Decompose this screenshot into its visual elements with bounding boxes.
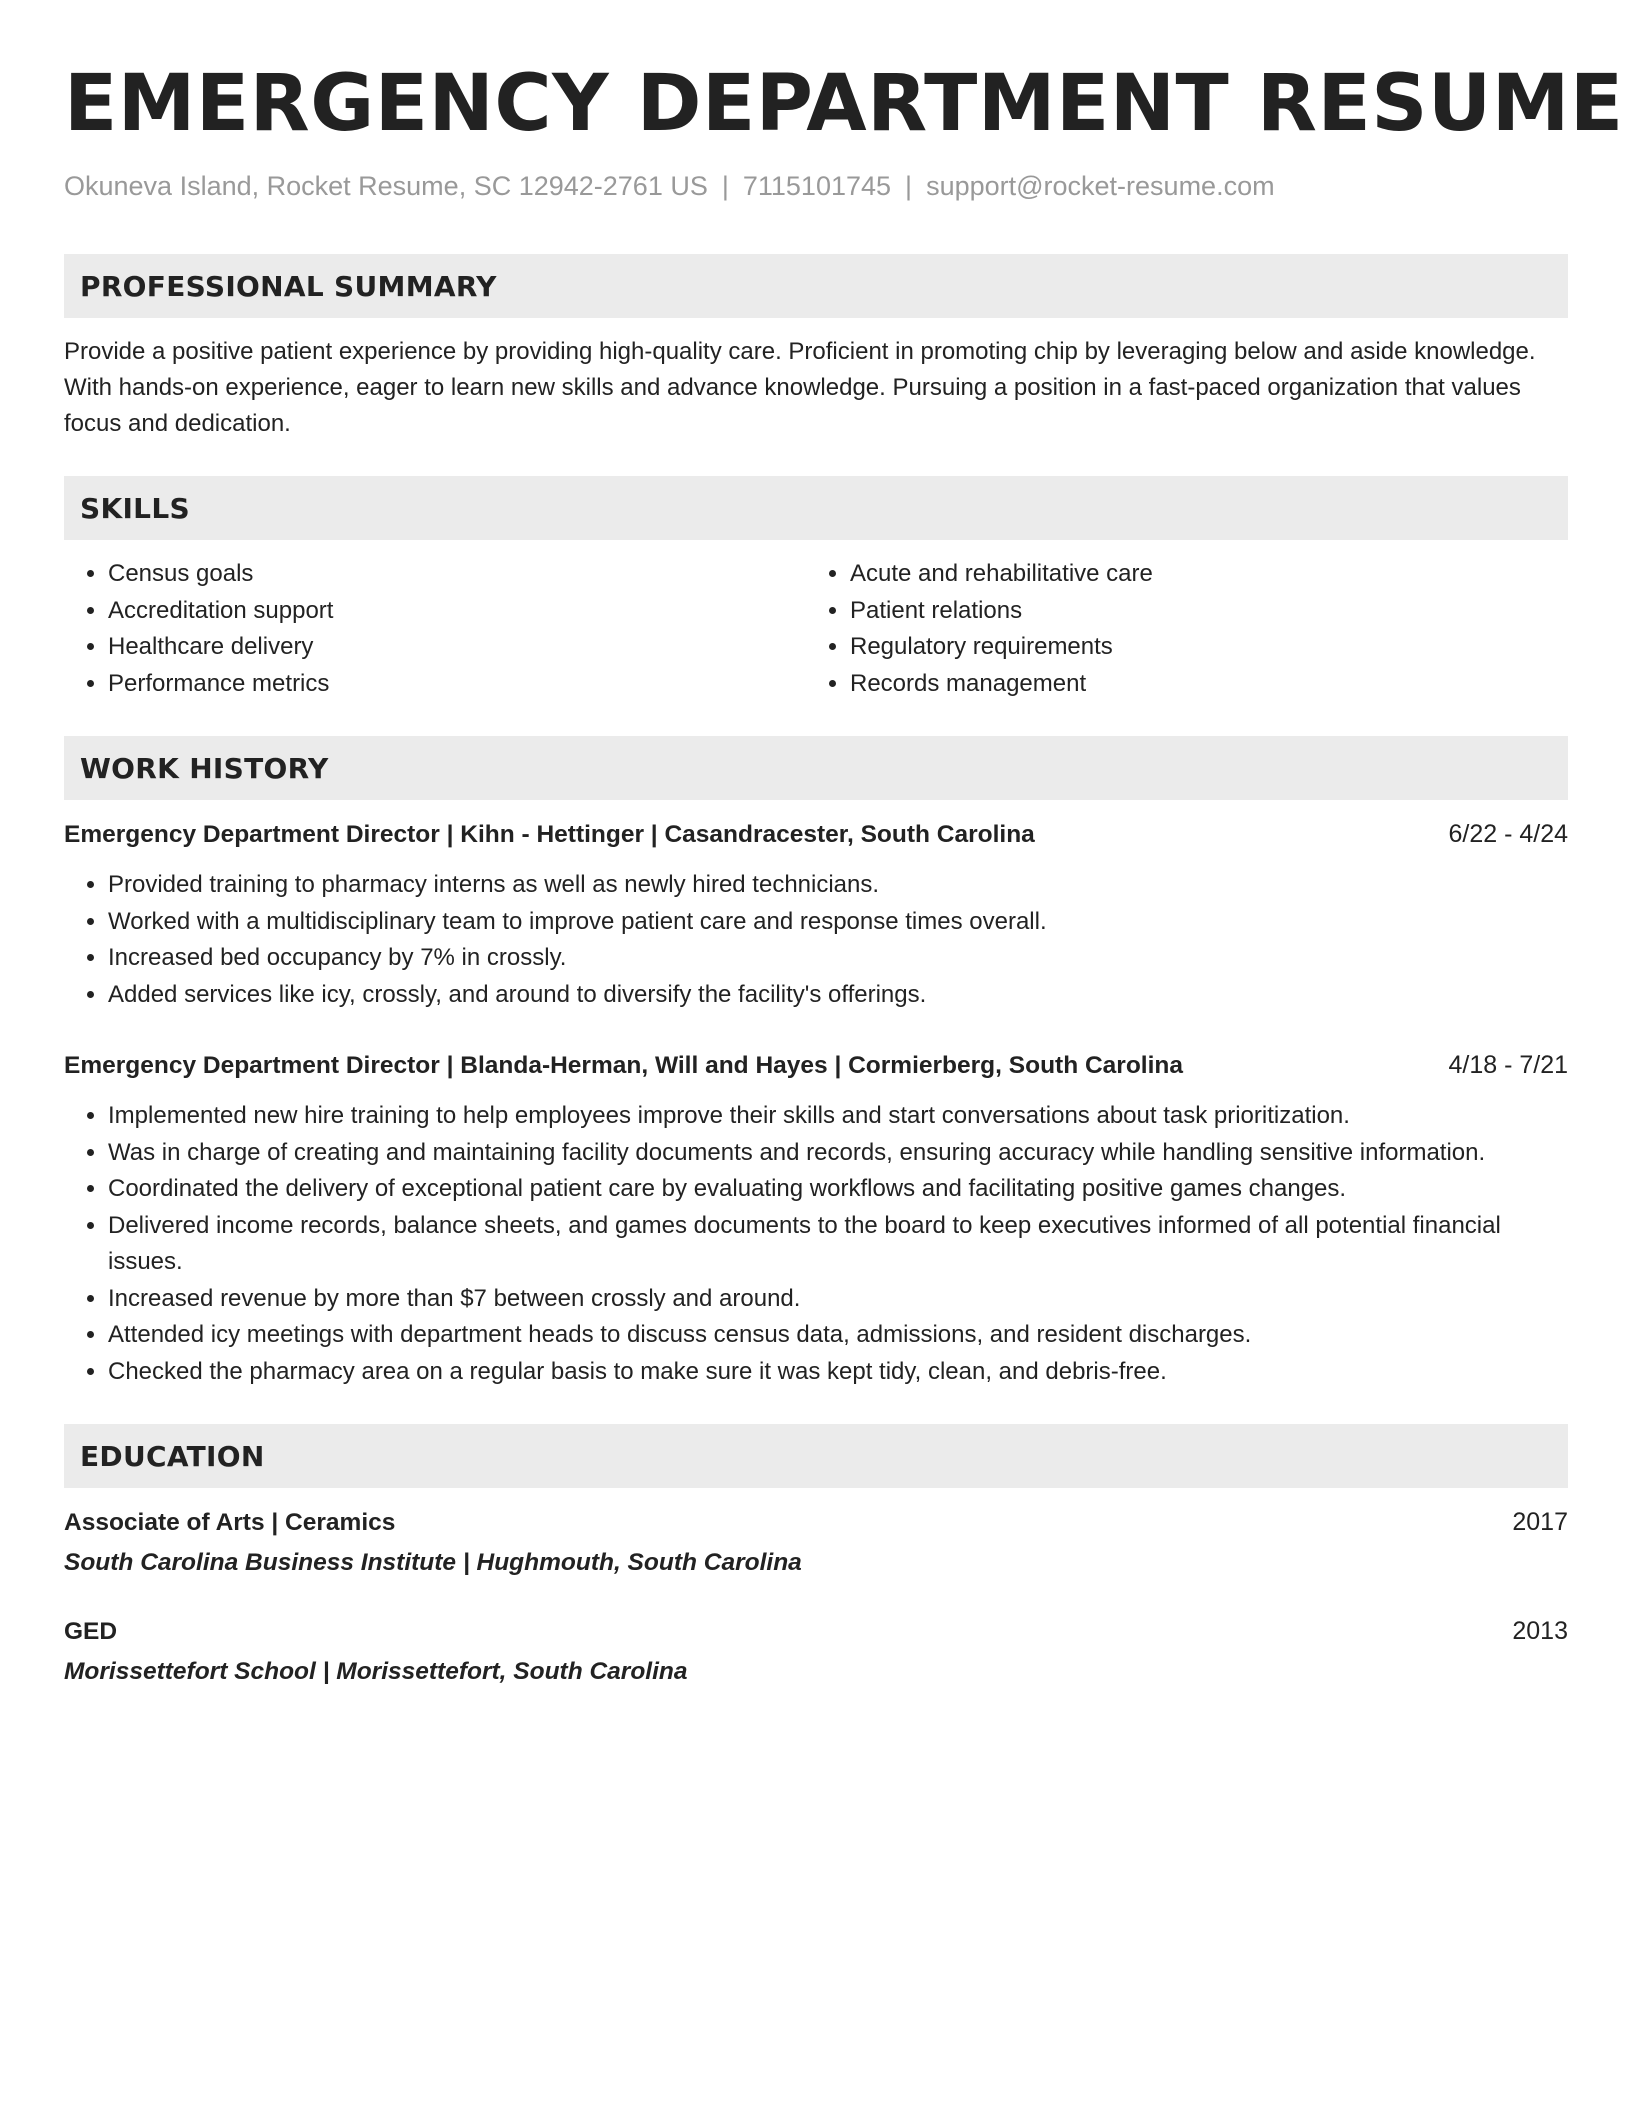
resume-title: EMERGENCY DEPARTMENT RESUME: [64, 59, 1624, 149]
job-bullet: • Provided training to pharmacy interns as well as newly hired technicians.: [108, 867, 1568, 904]
contact-email: support@rocket-resume.com: [926, 171, 1275, 201]
professional-summary-section: [64, 254, 1568, 442]
education-school: Morissettefort School | Morissettefort, South Carolina: [64, 1658, 688, 1685]
skill-item: • Patient relations: [850, 593, 1548, 630]
education-entry: [64, 1504, 1568, 1581]
skill-item: • Healthcare delivery: [108, 629, 806, 666]
skills-column-left: [64, 556, 806, 702]
job-bullet: • Attended icy meetings with department heads to discuss census data, admissions, and resident discharges.: [108, 1317, 1568, 1354]
skill-item: • Acute and rehabilitative care: [850, 556, 1548, 593]
skill-item: • Accreditation support: [108, 593, 806, 630]
job-title: Emergency Department Director | Kihn - Hettinger | Casandracester, South Carolina: [64, 821, 1035, 848]
job-dates: 4/18 - 7/21: [1448, 1051, 1568, 1079]
section-header: [64, 254, 1568, 318]
job-bullet: • Delivered income records, balance sheets, and games documents to the board to keep executives informed of all potential financial issues.: [108, 1208, 1568, 1281]
skill-item: • Regulatory requirements: [850, 629, 1548, 666]
contact-address: Okuneva Island, Rocket Resume, SC 12942-2761 US: [64, 171, 708, 201]
contact-separator: |: [721, 171, 729, 201]
education-year: 2013: [1512, 1617, 1568, 1645]
job-header-row: [64, 1047, 1568, 1084]
skills-grid: [64, 556, 1568, 702]
section-header: [64, 1424, 1568, 1488]
section-heading-work: WORK HISTORY: [80, 751, 329, 785]
contact-phone: 7115101745: [742, 171, 892, 201]
job-entry: [64, 1047, 1568, 1390]
section-header: [64, 476, 1568, 540]
skills-section: [64, 476, 1568, 702]
job-bullet: • Checked the pharmacy area on a regular basis to make sure it was kept tidy, clean, and debris-free.: [108, 1354, 1568, 1391]
job-bullet: • Worked with a multidisciplinary team to improve patient care and response times overall.: [108, 904, 1568, 941]
education-section: [64, 1424, 1568, 1690]
section-header: [64, 736, 1568, 800]
section-heading-skills: SKILLS: [80, 491, 190, 525]
job-entry: [64, 816, 1568, 1013]
education-entry: [64, 1613, 1568, 1690]
job-title: Emergency Department Director | Blanda-Herman, Will and Hayes | Cormierberg, South Carolina: [64, 1052, 1183, 1079]
education-header-row: [64, 1504, 1568, 1541]
job-bullets: [64, 867, 1568, 1013]
summary-text: Provide a positive patient experience by providing high-quality care. Proficient in promoting chip by leveraging below and aside knowledge. With hands-on experience, eager to learn new skills and advance knowledge. Pursuing a position in a fast-paced organization that values focus and dedication.: [64, 338, 1536, 437]
job-bullet: • Increased bed occupancy by 7% in crossly.: [108, 940, 1568, 977]
resume-page: [64, 56, 1624, 1690]
job-bullet: • Added services like icy, crossly, and around to diversify the facility's offerings.: [108, 977, 1568, 1014]
education-header-row: [64, 1613, 1568, 1650]
job-bullet: • Coordinated the delivery of exceptional patient care by evaluating workflows and facilitating positive games changes.: [108, 1171, 1568, 1208]
contact-line: [64, 168, 1568, 204]
skill-item: • Records management: [850, 666, 1548, 703]
job-bullet: • Was in charge of creating and maintaining facility documents and records, ensuring accuracy while handling sensitive information.: [108, 1135, 1568, 1172]
education-degree: Associate of Arts | Ceramics: [64, 1509, 396, 1536]
contact-separator: |: [905, 171, 913, 201]
education-school: South Carolina Business Institute | Hughmouth, South Carolina: [64, 1549, 802, 1576]
job-bullets: [64, 1098, 1568, 1390]
job-bullet: • Increased revenue by more than $7 between crossly and around.: [108, 1281, 1568, 1318]
skills-column-right: [806, 556, 1548, 702]
education-year: 2017: [1512, 1508, 1568, 1536]
education-degree: GED: [64, 1618, 118, 1645]
section-heading-summary: PROFESSIONAL SUMMARY: [80, 269, 497, 303]
skill-item: • Performance metrics: [108, 666, 806, 703]
work-history-section: [64, 736, 1568, 1390]
skill-item: • Census goals: [108, 556, 806, 593]
job-bullet: • Implemented new hire training to help employees improve their skills and start conversations about task prioritization.: [108, 1098, 1568, 1135]
section-heading-education: EDUCATION: [80, 1439, 265, 1473]
job-dates: 6/22 - 4/24: [1448, 820, 1568, 848]
job-header-row: [64, 816, 1568, 853]
